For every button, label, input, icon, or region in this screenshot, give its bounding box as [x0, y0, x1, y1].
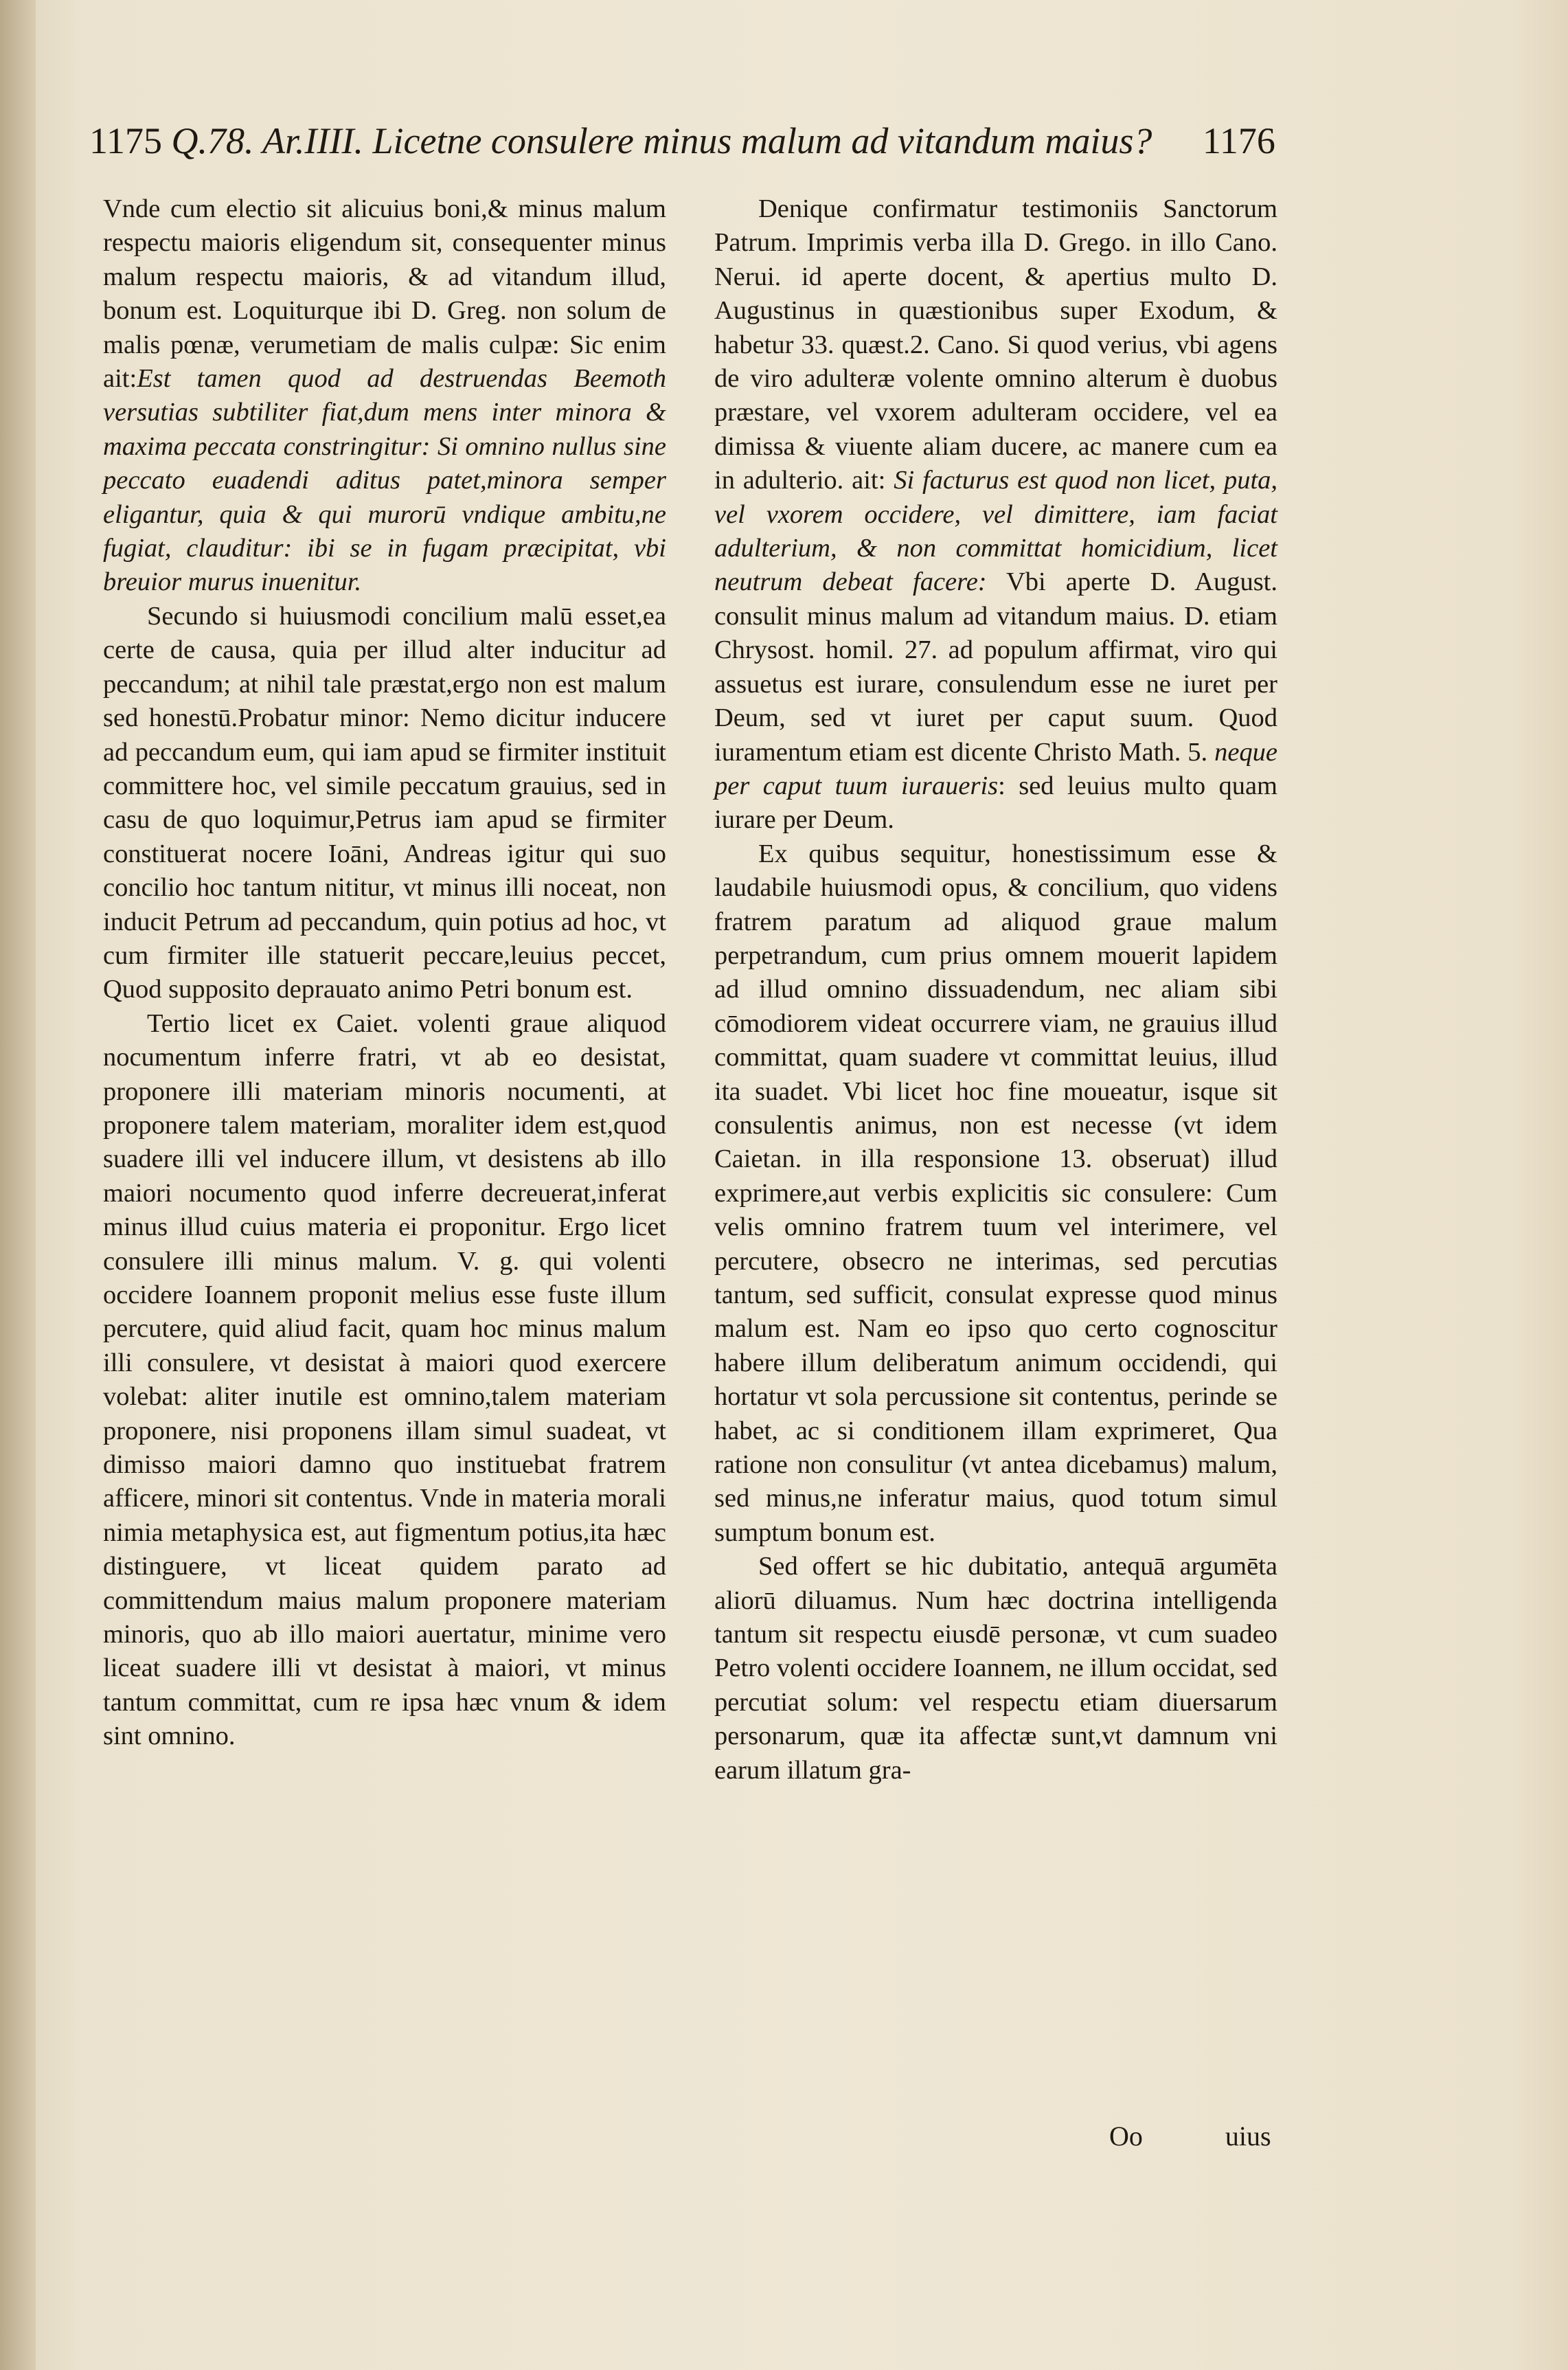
- article-title: Ar.IIII. Licetne consulere minus malum ad vitandum maius?: [262, 120, 1152, 161]
- catchword: uius: [1225, 2121, 1271, 2152]
- catchword-line: [1109, 2119, 1295, 2154]
- paragraph: Tertio licet ex Caiet. volenti graue aliquod nocumentum inferre fratri, vt ab eo desistat, proponere illi materiam minoris nocumenti, at proponere talem materiam, moraliter idem est,quod suadere illi vel inducere illum, vt desistens ab illo maiori nocumento quod inferre decreuerat,inferat minus illud cuius materia ei proponitur. Ergo licet consulere illi minus malum. V. g. qui volenti occidere Ioannem proponit melius esse fuste illum percutere, quid aliud facit, quam hoc minus malum illi consulere, vt desistat à maiori quod exercere volebat: aliter inutile est omnino,talem materiam proponere, nisi proponens illam simul suadeat, vt dimisso maiori damno quo instituebat fratrem afficere, minori sit contentus. Vnde in materia morali nimia metaphysica est, aut figmentum potius,ita hæc distinguere, vt liceat quidem parato ad committendum maius malum proponere materiam minoris, quo ab illo maiori auertatur, minime vero liceat suadere illi vt desistat à maiori, vt minus tantum committat, cum re ipsa hæc vnum & idem sint omnino.: [103, 1008, 666, 1751]
- page-number-left: 1175: [89, 120, 162, 161]
- signature-mark: Oo: [1109, 2121, 1143, 2152]
- paragraph: Denique confirmatur testimoniis Sanctorum Patrum. Imprimis verba illa D. Grego. in illo Cano. Nerui. id aperte docent, & apertius multo D. Augustinus in quæstionibus super Exodum, & habetur 33. quæst.2. Cano. Si quod verius, vbi agens de viro adulteræ volente omnino alterum è duobus præstare, vel vxorem adulteram occidere, vel ea dimissa & viuente aliam ducere, ac manere cum ea in adulterio. ait: Si facturus est quod non licet, puta, vel vxorem occidere, vel dimittere, iam faciat adulterium, & non committat homicidium, licet neutrum debeat facere: Vbi aperte D. August. consulit minus malum ad vitandum maius. D. etiam Chrysost. homil. 27. ad populum affirmat, viro qui assuetus est iurare, consulendum esse ne iuret per Deum, sed vt iuret per caput suum. Quod iuramentum etiam est dicente Christo Math. 5. neque per caput tuum iuraueris: sed leuius multo quam iurare per Deum.: [714, 194, 1278, 835]
- question-number: Q.78.: [171, 120, 254, 161]
- paragraph: Sed offert se hic dubitatio, antequā argumēta aliorū diluamus. Num hæc doctrina intelligenda tantum sit respectu eiusdē personæ, vt cum suadeo Petro volenti occidere Ioannem, ne illum occidat, sed percutiat solum: vel respectu etiam diuersarum personarum, quæ ita affectæ sunt,vt damnum vni earum illatum gra-: [714, 1552, 1277, 1785]
- left-column: [103, 192, 666, 1754]
- quotation: Si facturus est quod non licet, puta, vel vxorem occidere, vel dimittere, iam faciat adulterium, & non committat homicidium, licet neutrum debeat facere:: [714, 466, 1278, 597]
- page-number-right: 1176: [1202, 120, 1275, 161]
- binding-gutter: [0, 0, 36, 2370]
- paragraph: Ex quibus sequitur, honestissimum esse & laudabile huiusmodi opus, & concilium, quo videns fratrem paratum ad aliquod graue malum perpetrandum, cum prius omnem mouerit lapidem ad illud omnino dissuadendum, nec aliam sibi cōmodiorem videat occurrere viam, ne grauius illud committat, quam suadere vt committat leuius, illud ita suadet. Vbi licet hoc fine moueatur, isque sit consulentis animus, non est necesse (vt idem Caietan. in illa responsione 13. obseruat) illud exprimere,aut verbis explicitis sic consulere: Cum velis omnino fratrem tuum vel interimere, vel percutere, obsecro ne interimas, sed percutias tantum, sed sufficit, consulat expresse quod minus malum est. Nam eo ipso quo certo cognoscitur habere illum deliberatum animum occidendi, qui hortatur vt sola percussione sit contentus, perinde se habet, ac si conditionem illam exprimeret, Qua ratione non consulitur (vt antea dicebamus) malum, sed minus,ne inferatur maius, quod totum simul sumptum bonum est.: [714, 839, 1277, 1547]
- paragraph: Vnde cum electio sit alicuius boni,& minus malum respectu maioris eligendum sit, consequenter minus malum respectu maioris, & ad vitandum illud, bonum est. Loquiturque ibi D. Greg. non solum de malis pœnæ, verumetiam de malis culpæ: Sic enim ait:Est tamen quod ad destruendas Beemoth versutias subtiliter fiat,dum mens inter minora & maxima peccata constringitur: Si omnino nullus sine peccato euadendi aditus patet,minora semper eligantur, quia & qui murorū vndique ambitu,ne fugiat, clauditur: ibi se in fugam præcipitat, vbi breuior murus inuenitur.: [103, 194, 666, 597]
- paragraph: Secundo si huiusmodi concilium malū esset,ea certe de causa, quia per illud alter inducitur ad peccandum; at nihil tale præstat,ergo non est malum sed honestū.Probatur minor: Nemo dicitur inducere ad peccandum eum, qui iam apud se firmiter instituit committere hoc, vel simile peccatum grauius, sed in casu de quo loquimur,Petrus iam apud se firmiter constituerat nocere Ioāni, Andreas igitur qui suo concilio hoc tantum nititur, vt minus illi noceat, non inducit Petrum ad peccandum, quin potius ad hoc, vt cum firmiter ille statuerit peccare,leuius peccet, Quod supposito deprauato animo Petri bonum est.: [103, 601, 666, 1004]
- running-head: [89, 117, 1298, 165]
- quotation: Est tamen quod ad destruendas Beemoth versutias subtiliter fiat,dum mens inter minora & maxima peccata constringitur: Si omnino nullus sine peccato euadendi aditus patet,minora semper eligantur, quia & qui murorū vndique ambitu,ne fugiat, clauditur: ibi se in fugam præcipitat, vbi breuior murus inuenitur.: [103, 364, 666, 597]
- right-column: [714, 192, 1277, 1787]
- quotation: neque per caput tuum iuraueris: [714, 737, 1277, 800]
